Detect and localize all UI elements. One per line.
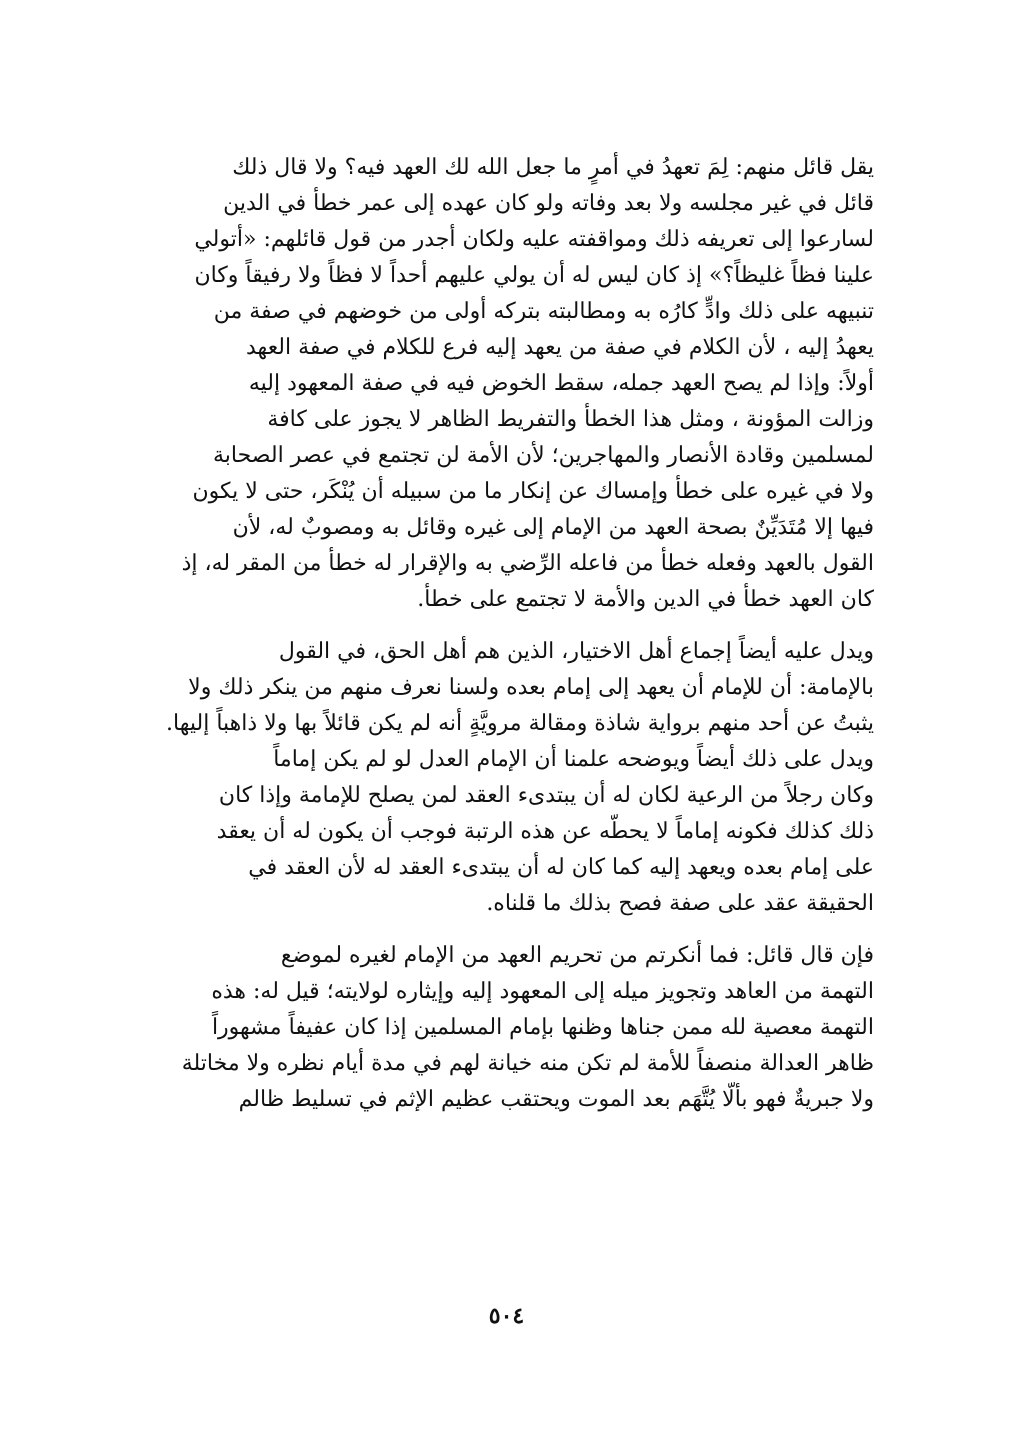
text-line: بالإمامة: أن للإمام أن يعهد إلى إمام بعده ولسنا نعرف منهم من ينكر ذلك ولا <box>188 675 874 700</box>
text-line: الحقيقة عقد على صفة فصح بذلك ما قلناه. <box>486 891 874 916</box>
text-line: لمسلمين وقادة الأنصار والمهاجرين؛ لأن الأمة لن تجتمع في عصر الصحابة <box>212 443 874 468</box>
paragraph-3 <box>130 742 874 922</box>
paragraph-4 <box>130 938 874 1118</box>
text-line: كان العهد خطأ في الدين والأمة لا تجتمع على خطأ. <box>417 587 874 612</box>
text-line: ظاهر العدالة منصفاً للأمة لم تكن منه خيانة لهم في مدة أيام نظره ولا مخاتلة <box>181 1051 874 1076</box>
paragraph-gap <box>130 922 874 938</box>
text-line: ويدل عليه أيضاً إجماع أهل الاختيار، الذين هم أهل الحق، في القول <box>278 639 874 664</box>
text-line: ولا في غيره على خطأ وإمساك عن إنكار ما من سبيله أن يُنْكَر، حتى لا يكون <box>192 479 874 504</box>
text-line: وكان رجلاً من الرعية لكان له أن يبتدىء العقد لمن يصلح للإمامة وإذا كان <box>218 783 874 808</box>
text-line: أولاً: وإذا لم يصح العهد جمله، سقط الخوض فيه في صفة المعهود إليه <box>248 371 874 396</box>
text-line: قائل في غير مجلسه ولا بعد وفاته ولو كان عهده إلى عمر خطأ في الدين <box>223 191 874 216</box>
page-number: ٥٠٤ <box>488 1303 525 1329</box>
text-line: يعهدُ إليه ، لأن الكلام في صفة من يعهد إليه فرع للكلام في صفة العهد <box>246 335 874 360</box>
text-line: تنبيهه على ذلك وادٍّ كارُه به ومطالبته بتركه أولى من خوضهم في صفة من <box>213 299 874 324</box>
text-line: التهمة من العاهد وتجويز ميله إلى المعهود إليه وإيثاره لولايته؛ قيل له: هذه <box>211 979 874 1004</box>
paragraph-2 <box>130 634 874 742</box>
text-line: يثبتُ عن أحد منهم برواية شاذة ومقالة مرويَّةٍ أنه لم يكن قائلاً بها ولا ذاهباً إليها. <box>166 711 874 736</box>
text-line: ولا جبريةٌ فهو بألَّا يُتَّهَم بعد الموت ويحتقب عظيم الإثم في تسليط ظالم <box>238 1087 874 1112</box>
text-line: لسارعوا إلى تعريفه ذلك ومواقفته عليه ولكان أجدر من قول قائلهم: «أتولي <box>194 227 874 252</box>
text-line: علينا فظاً غليظاً؟» إذ كان ليس له أن يولي عليهم أحداً لا فظاً ولا رفيقاً وكان <box>194 263 874 288</box>
text-line: ويدل على ذلك أيضاً ويوضحه علمنا أن الإمام العدل لو لم يكن إماماً <box>273 747 874 772</box>
paragraph-1 <box>130 150 874 618</box>
text-line: ذلك كذلك فكونه إماماً لا يحطُّه عن هذه الرتبة فوجب أن يكون له أن يعقد <box>216 819 874 844</box>
text-line: التهمة معصية لله ممن جناها وظنها بإمام المسلمين إذا كان عفيفاً مشهوراً <box>211 1015 874 1040</box>
text-line: فإن قال قائل: فما أنكرتم من تحريم العهد من الإمام لغيره لموضع <box>280 943 874 968</box>
text-line: على إمام بعده ويعهد إليه كما كان له أن يبتدىء العقد له لأن العقد في <box>248 855 874 880</box>
text-line: فيها إلا مُتَدَيِّنٌ بصحة العهد من الإمام إلى غيره وقائل به ومصوبٌ له، لأن <box>232 515 874 540</box>
text-line: القول بالعهد وفعله خطأ من فاعله الرِّضي به والإقرار له خطأ من المقر له، إذ <box>181 551 874 576</box>
paragraph-gap <box>130 618 874 634</box>
text-line: وزالت المؤونة ، ومثل هذا الخطأ والتفريط الظاهر لا يجوز على كافة <box>267 407 874 432</box>
body-text <box>130 150 874 1118</box>
text-line: يقل قائل منهم: لِمَ تعهدُ في أمرٍ ما جعل الله لك العهد فيه؟ ولا قال ذلك <box>232 155 874 180</box>
